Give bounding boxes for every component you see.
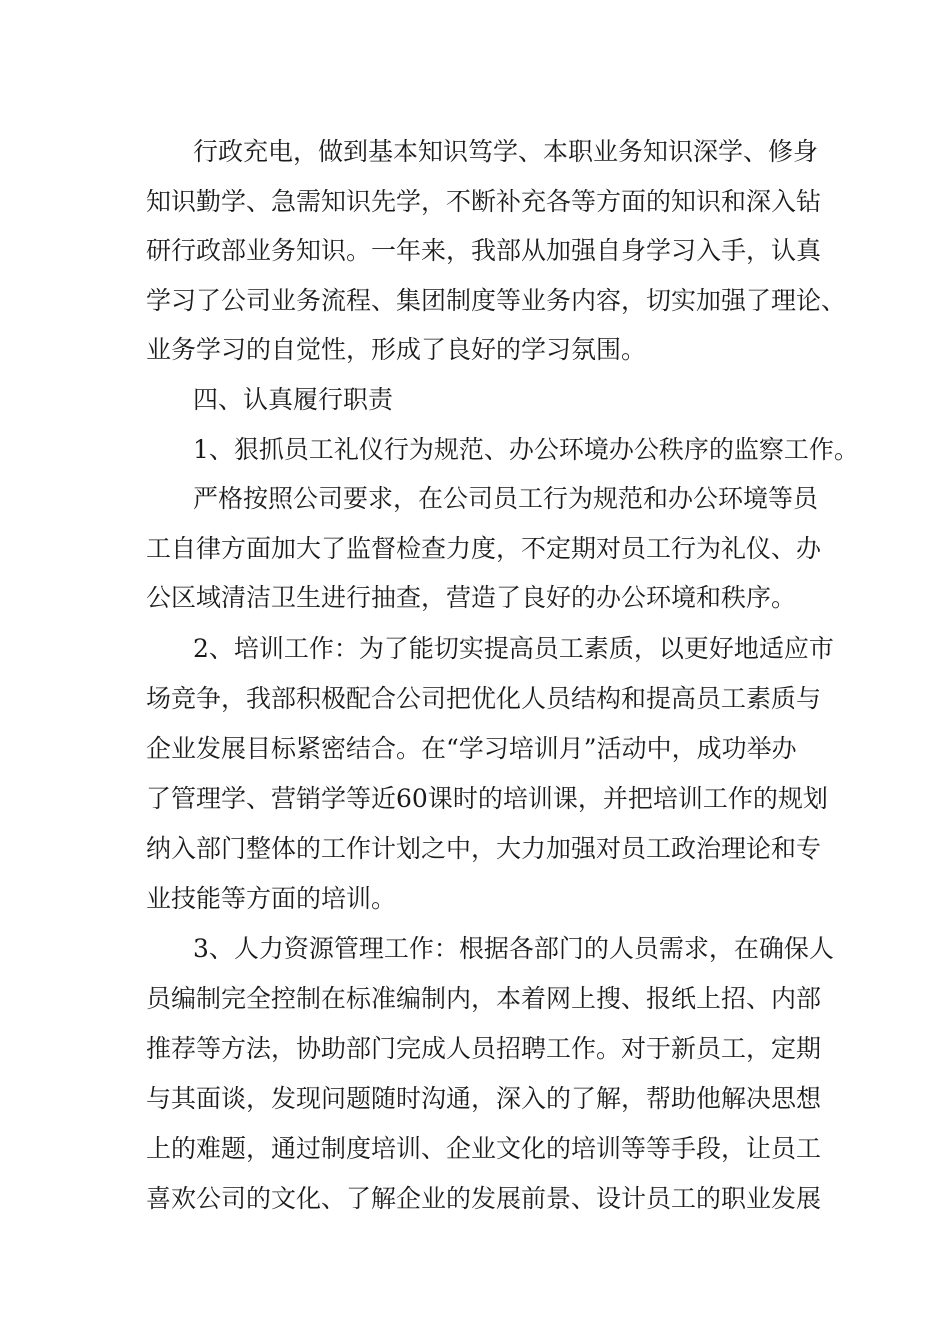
- paragraph-line: 知识勤学、急需知识先学，不断补充各等方面的知识和深入钻: [146, 187, 822, 216]
- paragraph-line: 2、培训工作：为了能切实提高员工素质，以更好地适应市: [193, 634, 834, 663]
- paragraph-line: 研行政部业务知识。一年来，我部从加强自身学习入手，认真: [146, 236, 822, 265]
- paragraph-line: 行政充电，做到基本知识笃学、本职业务知识深学、修身: [193, 137, 819, 166]
- paragraph-line: 纳入部门整体的工作计划之中，大力加强对员工政治理论和专: [146, 834, 822, 863]
- paragraph-line: 3、人力资源管理工作：根据各部门的人员需求，在确保人: [193, 934, 834, 963]
- paragraph-line: 场竞争，我部积极配合公司把优化人员结构和提高员工素质与: [146, 684, 822, 713]
- paragraph-line: 业务学习的自觉性，形成了良好的学习氛围。: [146, 335, 647, 364]
- paragraph-line: 学习了公司业务流程、集团制度等业务内容，切实加强了理论、: [146, 286, 847, 315]
- paragraph-line: 业技能等方面的培训。: [146, 884, 397, 913]
- paragraph-line: 推荐等方法，协助部门完成人员招聘工作。对于新员工，定期: [146, 1034, 822, 1063]
- paragraph-line: 工自律方面加大了监督检查力度，不定期对员工行为礼仪、办: [146, 534, 822, 563]
- paragraph-line: 了管理学、营销学等近60课时的培训课，并把培训工作的规划: [146, 784, 828, 813]
- paragraph-line: 喜欢公司的文化、了解企业的发展前景、设计员工的职业发展: [146, 1184, 822, 1213]
- paragraph-line: 企业发展目标紧密结合。在“学习培训月”活动中，成功举办: [146, 734, 797, 763]
- paragraph-line: 员编制完全控制在标准编制内，本着网上搜、报纸上招、内部: [146, 984, 822, 1013]
- section-heading: 四、认真履行职责: [193, 385, 394, 414]
- paragraph-line: 1、狠抓员工礼仪行为规范、办公环境办公秩序的监察工作。: [193, 435, 859, 464]
- paragraph-line: 与其面谈，发现问题随时沟通，深入的了解，帮助他解决思想: [146, 1084, 822, 1113]
- paragraph-line: 严格按照公司要求，在公司员工行为规范和办公环境等员: [193, 484, 819, 513]
- paragraph-line: 上的难题，通过制度培训、企业文化的培训等等手段，让员工: [146, 1134, 822, 1163]
- paragraph-line: 公区域清洁卫生进行抽查，营造了良好的办公环境和秩序。: [146, 583, 797, 612]
